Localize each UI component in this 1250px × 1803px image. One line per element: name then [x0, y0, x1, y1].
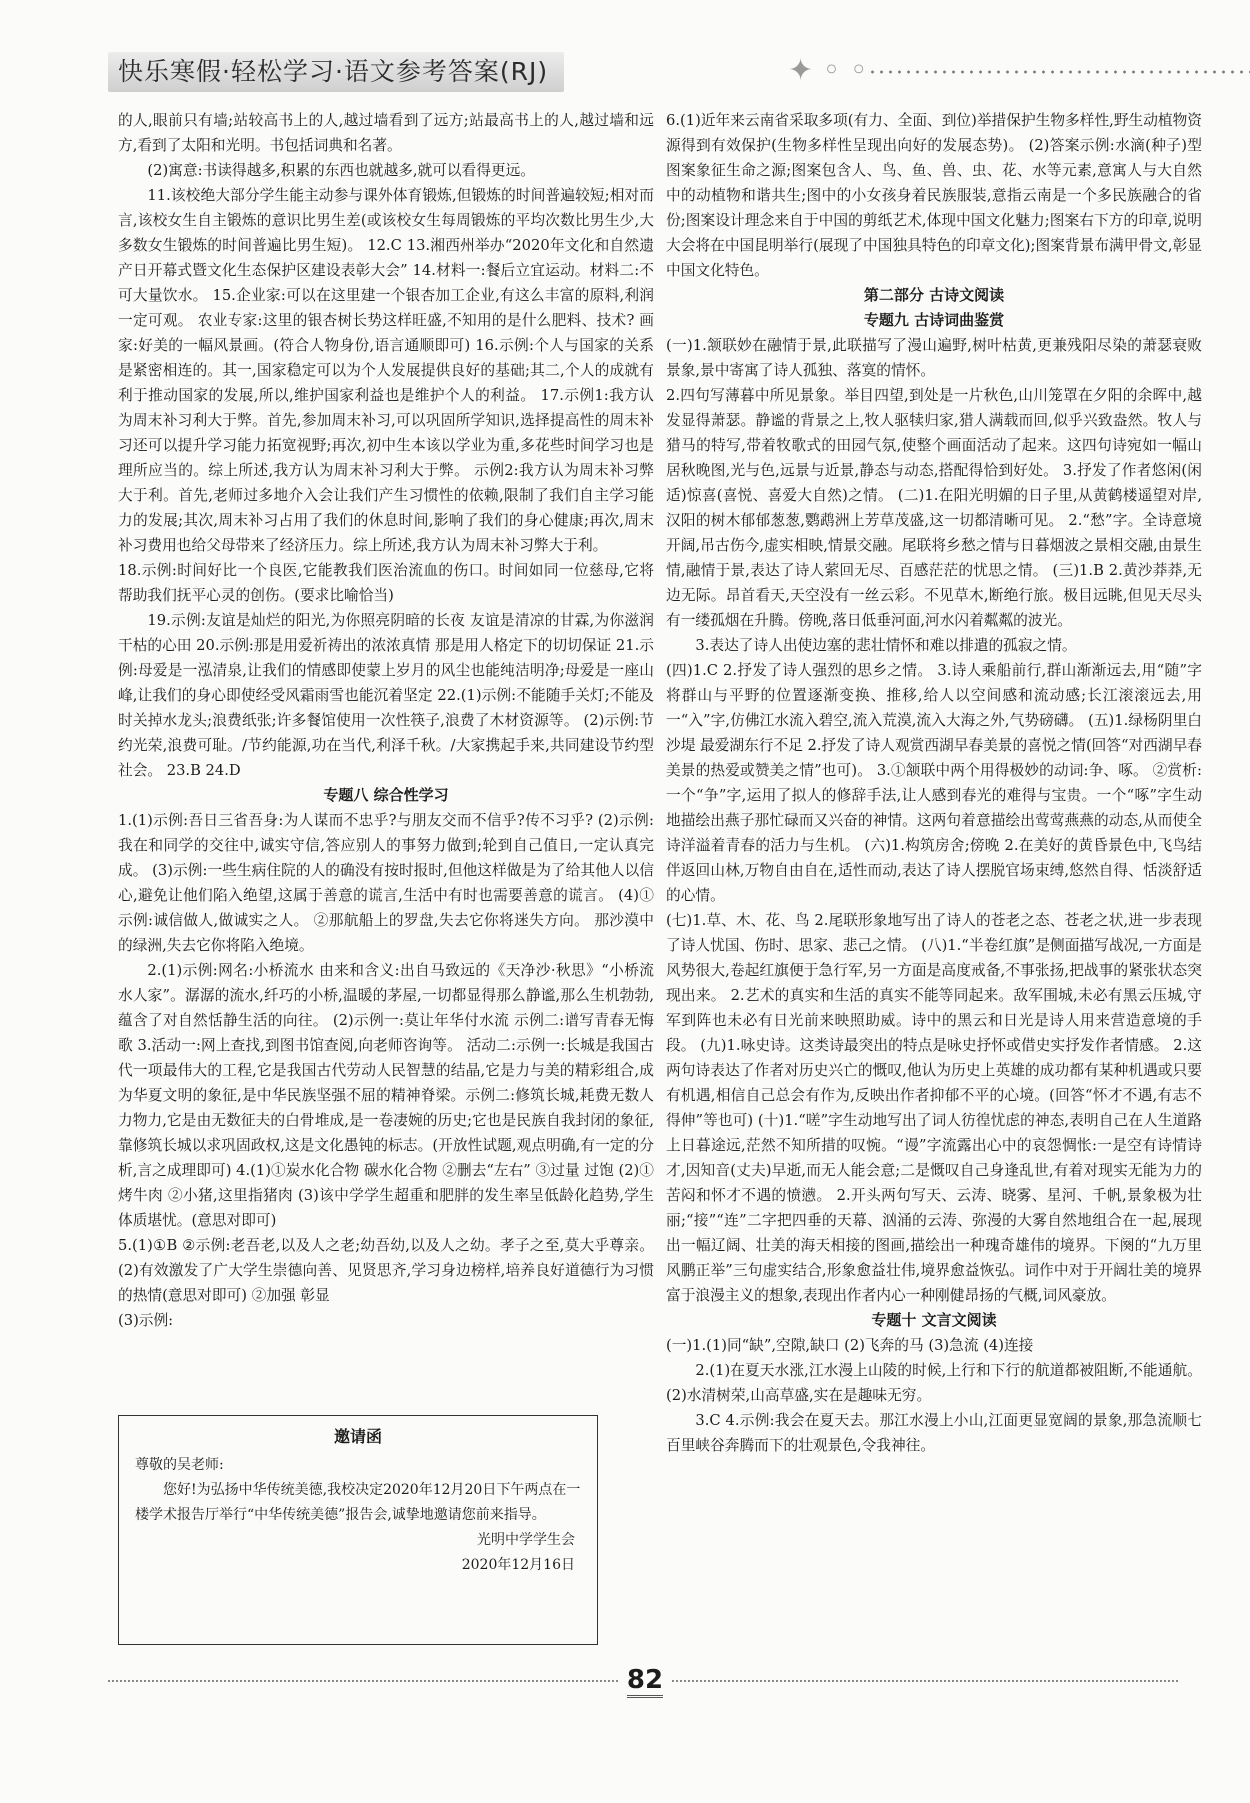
invitation-body: 您好!为弘扬中华传统美德,我校决定2020年12月20日下午两点在一楼学术报告厅举行“中华传统美德”报告会,诚挚地邀请您前来指导。: [135, 1482, 581, 1523]
paragraph: 18.示例:时间好比一个良医,它能教我们医治流血的伤口。时间如同一位慈母,它将帮助我们抚平心灵的创伤。(要求比喻恰当): [118, 562, 654, 604]
paragraph: 19.示例:友谊是灿烂的阳光,为你照亮阴暗的长夜 友谊是清凉的甘霖,为你滋润干枯的心田 20.示例:那是用爱祈祷出的浓浓真情 那是用人格定下的切切保证 21.示例:母爱是一泓清泉,让我们的情感即使蒙上岁月的风尘也能纯洁明净;母爱是一座山峰,让我们的身心即使经受风霜雨雪也能沉着坚定 22.(1)示例:不能随手关灯;不能及时关掉水龙头;浪费纸张;许多餐馆使用一次性筷子,浪费了木材资源等。 (2)示例:节约光荣,浪费可耻。/节约能源,功在当代,利泽千秋。/大家携起手来,共同建设节约型社会。 23.B 24.D: [118, 612, 654, 779]
paragraph: 3.C 4.示例:我会在夏天去。那江水漫上小山,江面更显宽阔的景象,那急流顺七百里峡谷奔腾而下的壮观景色,令我神往。: [666, 1412, 1202, 1454]
part-heading: 第二部分 古诗文阅读: [863, 286, 1005, 304]
sparkle-icon: ✦ ◦ ◦: [788, 53, 868, 88]
paragraph: 2.四句写薄暮中所见景象。举目四望,到处是一片秋色,山川笼罩在夕阳的余晖中,越发显得萧瑟。静谧的背景之上,牧人驱犊归家,猎人满载而回,似乎兴致盎然。牧人与猎马的特写,带着牧歌式的田园气氛,使整个画面活动了起来。这四句诗宛如一幅山居秋晚图,光与色,远景与近景,静态与动态,搭配得恰到好处。 3.抒发了作者悠闲(闲适)惊喜(喜悦、喜爱大自然)之情。 (二)1.在阳光明媚的日子里,从黄鹤楼遥望对岸,汉阳的树木郁郁葱葱,鹦鹉洲上芳草茂盛,这一切都清晰可见。 2.“愁”字。全诗意境开阔,吊古伤今,虚实相映,情景交融。尾联将乡愁之情与日暮烟波之景相交融,由景生情,融情于景,表达了诗人萦回无尽、百感茫茫的忧思之情。 (三)1.B 2.黄沙莽莽,无边无际。昂首看天,天空没有一丝云彩。不见草木,断绝行旅。极目远眺,但见天尽头有一缕孤烟在升腾。傍晚,落日低垂河面,河水闪着粼粼的波光。: [666, 387, 1202, 629]
paragraph: 6.(1)近年来云南省采取多项(有力、全面、到位)举措保护生物多样性,野生动植物资源得到有效保护(生物多样性呈现出向好的发展态势)。 (2)答案示例:水滴(种子)型图案象征生命之源;图案包含人、鸟、鱼、兽、虫、花、水等元素,意寓人与大自然中的动植物和谐共生;图中的小女孩身着民族服装,意指云南是一个多民族融合的省份;图案设计理念来自于中国的剪纸艺术,体现中国文化魅力;图案右下方的印章,说明大会将在中国昆明举行(展现了中国独具特色的印章文化);图案背景布满甲骨文,彰显中国文化特色。: [666, 112, 1202, 279]
header-title: 快乐寒假·轻松学习·语文参考答案(RJ): [108, 52, 564, 92]
section-heading: 专题八 综合性学习: [323, 786, 449, 804]
paragraph: 5.(1)①B ②示例:老吾老,以及人之老;幼吾幼,以及人之幼。孝子之至,莫大乎尊亲。 (2)有效激发了广大学生崇德向善、见贤思齐,学习身边榜样,培养良好道德行为习惯的热情(意思对即可) ②加强 彰显: [118, 1237, 654, 1304]
paragraph: (3)示例:: [118, 1312, 174, 1329]
page-number-text: 82: [627, 1665, 663, 1698]
paragraph: 2.(1)在夏天水涨,江水漫上山陵的时候,上行和下行的航道都被阻断,不能通航。 (2)水清树荣,山高草盛,实在是趣味无穷。: [666, 1362, 1202, 1404]
paragraph: 1.(1)示例:吾日三省吾身:为人谋而不忠乎?与朋友交而不信乎?传不习乎? (2)示例:我在和同学的交往中,诚实守信,答应别人的事努力做到;轮到自己值日,一定认真完成。 (3)示例:一些生病住院的人的确没有按时报时,但他这样做是为了给其他人以信心,避免让他们陷入绝望,这属于善意的谎言,生活中有时也需要善意的谎言。 (4)①示例:诚信做人,做诚实之人。 ②那航船上的罗盘,失去它你将迷失方向。 那沙漠中的绿洲,失去它你将陷入绝境。: [118, 812, 654, 954]
invitation-letter: [118, 1415, 598, 1645]
page-number: [618, 1660, 672, 1700]
paragraph: (一)1.(1)同“缺”,空隙,缺口 (2)飞奔的马 (3)急流 (4)连接: [666, 1337, 1034, 1354]
section-heading: 专题九 古诗词曲鉴赏: [863, 311, 1005, 329]
section-heading: 专题十 文言文阅读: [871, 1311, 997, 1329]
header-dotted-rule: [868, 70, 1250, 74]
paragraph: 2.(1)示例:网名:小桥流水 由来和含义:出自马致远的《天净沙·秋思》“小桥流水人家”。潺潺的流水,纤巧的小桥,温暖的茅屋,一切都显得那么静谧,那么生机勃勃,蕴含了对自然恬静生活的向往。 (2)示例一:莫让年华付水流 示例二:谱写青春无悔歌 3.活动一:网上查找,到图书馆查阅,向老师咨询等。 活动二:示例一:长城是我国古代一项最伟大的工程,它是我国古代劳动人民智慧的结晶,它是力与美的精彩组合,成为华夏文明的象征,是中华民族坚强不屈的精神脊梁。示例二:修筑长城,耗费无数人力物力,它是由无数征夫的白骨堆成,是一卷凄婉的历史;它也是民族自我封闭的象征,靠修筑长城以求巩固政权,这是文化愚钝的标志。(开放性试题,观点明确,有一定的分析,言之成理即可) 4.(1)①炭水化合物 碳水化合物 ②删去“左右” ③过量 过饱 (2)①烤牛肉 ②小猪,这里指猪肉 (3)该中学学生超重和肥胖的发生率呈低龄化趋势,学生体质堪忧。(意思对即可): [118, 962, 654, 1229]
paragraph: (2)寓意:书读得越多,积累的东西也就越多,就可以看得更远。: [147, 162, 535, 179]
invitation-salutation: 尊敬的吴老师:: [135, 1457, 224, 1473]
paragraph: 的人,眼前只有墙;站较高书上的人,越过墙看到了远方;站最高书上的人,越过墙和远方,看到了太阳和光明。书包括词典和名著。: [118, 112, 654, 154]
page-footer: [108, 1660, 1178, 1700]
invitation-title: 邀请函: [333, 1427, 382, 1446]
paragraph: 11.该校绝大部分学生能主动参与课外体育锻炼,但锻炼的时间普遍较短;相对而言,该校女生自主锻炼的意识比男生差(或该校女生每周锻炼的平均次数比男生少,大多数女生锻炼的时间普遍比男生短)。 12.C 13.湘西州举办“2020年文化和自然遗产日开幕式暨文化生态保护区建设表彰大会” 14.材料一:餐后立宜运动。材料二:不可大量饮水。 15.企业家:可以在这里建一个银杏加工企业,有这么丰富的原料,利润一定可观。 农业专家:这里的银杏树长势这样旺盛,不知用的是什么肥料、技术? 画家:好美的一幅风景画。(符合人物身份,语言通顺即可) 16.示例:个人与国家的关系是紧密相连的。其一,国家稳定可以为个人发展提供良好的基础;其二,个人的成就有利于推动国家的发展,所以,维护国家利益也是维护个人的利益。 17.示例1:我方认为周末补习利大于弊。首先,参加周末补习,可以巩固所学知识,选择提高性的周末补习还可以提升学习能力拓宽视野;再次,初中生本该以学业为重,多花些时间学习也是理所应当的。综上所述,我方认为周末补习利大于弊。 示例2:我方认为周末补习弊大于利。首先,老师过多地介入会让我们产生习惯性的依赖,限制了我们自主学习能力的发展;其次,周末补习占用了我们的休息时间,影响了我们的身心健康;再次,周末补习费用也给父母带来了经济压力。综上所述,我方认为周末补习弊大于利。: [118, 187, 654, 554]
paragraph: (一)1.颔联妙在融情于景,此联描写了漫山遍野,树叶枯黄,更兼残阳尽染的萧瑟衰败景象,景中寄寓了诗人孤独、落寞的情怀。: [666, 337, 1202, 379]
page-header: [108, 52, 1178, 96]
paragraph: (七)1.草、木、花、鸟 2.尾联形象地写出了诗人的苍老之态、苍老之状,进一步表现了诗人忧国、伤时、思家、悲己之情。 (八)1.“半卷红旗”是侧面描写战况,一方面是风势很大,卷起红旗便于急行军,另一方面是高度戒备,不事张扬,把战事的紧张状态突现出来。 2.艺术的真实和生活的真实不能等同起来。敌军围城,未必有黑云压城,守军到阵也未必有日光前来映照助威。诗中的黑云和日光是诗人用来营造意境的手段。 (九)1.咏史诗。这类诗最突出的特点是咏史抒怀或借史实抒发作者情感。 2.这两句诗表达了作者对历史兴亡的慨叹,他认为历史上英雄的成功都有某种机遇或只要有机遇,相信自己总会有作为,反映出作者抑郁不平的心境。(回答“怀才不遇,有志不得伸”等也可) (十)1.“嗟”字生动地写出了词人彷徨忧虑的神态,表明自己在人生道路上日暮途远,茫然不知所措的叹惋。“谩”字流露出心中的哀怨惆怅:一是空有诗情诗才,因知音(丈夫)早逝,而无人能会意;二是慨叹自己身逢乱世,有着对现实无能为力的苦闷和怀才不遇的愤懑。 2.开头两句写天、云涛、晓雾、星河、千帆,景象极为壮丽;“接”“连”二字把四垂的天幕、汹涌的云涛、弥漫的大雾自然地组合在一起,展现出一幅辽阔、壮美的海天相接的图画,描绘出一种瑰奇雄伟的境界。下阕的“九万里风鹏正举”三句虚实结合,形象愈益壮伟,境界愈益恢弘。词作中对于开阔壮美的境界富于浪漫主义的想象,表现出作者内心一种刚健昂扬的气概,词风豪放。: [666, 912, 1202, 1304]
invitation-date: 2020年12月16日: [461, 1557, 575, 1573]
paragraph: (四)1.C 2.抒发了诗人强烈的思乡之情。 3.诗人乘船前行,群山渐渐远去,用“随”字将群山与平野的位置逐渐变换、推移,给人以空间感和流动感;长江滚滚远去,用一“入”字,仿佛江水流入碧空,流入荒漠,流入大海之外,气势磅礴。 (五)1.绿杨阴里白沙堤 最爱湖东行不足 2.抒发了诗人观赏西湖早春美景的喜悦之情(回答“对西湖早春美景的热爱或赞美之情”也可)。 3.①颔联中两个用得极妙的动词:争、啄。 ②赏析:一个“争”字,运用了拟人的修辞手法,让人感到春光的难得与宝贵。一个“啄”字生动地描绘出燕子那忙碌而又兴奋的神情。这两句着意描绘出莺莺燕燕的动态,从而使全诗洋溢着青春的活力与生机。 (六)1.构筑房舍;傍晚 2.在美好的黄昏景色中,飞鸟结伴返回山林,万物自由自在,适性而动,表达了诗人摆脱官场束缚,悠然自得、恬淡舒适的心情。: [666, 662, 1202, 904]
right-column: [666, 108, 1202, 1458]
invitation-signer: 光明中学学生会: [477, 1532, 575, 1548]
left-column: [118, 108, 654, 1333]
paragraph: 3.表达了诗人出使边塞的悲壮情怀和难以排遣的孤寂之情。: [695, 637, 1077, 654]
